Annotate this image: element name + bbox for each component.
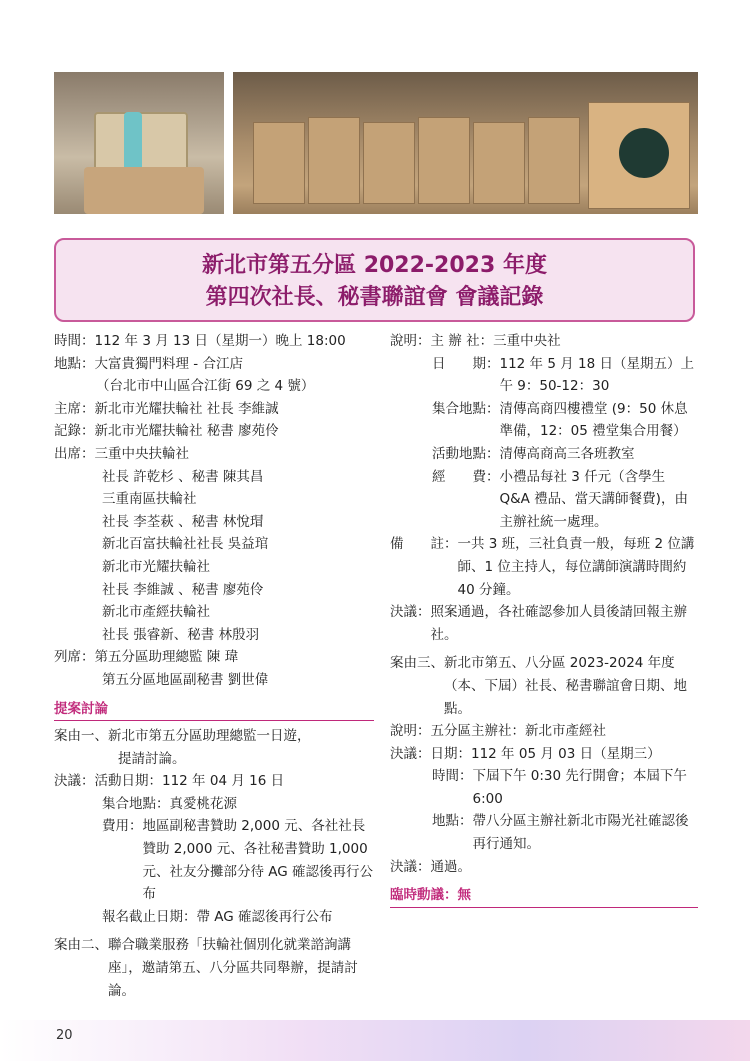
- case1-line2: 提請討論。: [118, 750, 186, 767]
- case2-row: [54, 934, 374, 1002]
- desc2-row: [390, 720, 698, 743]
- case1-value: 新北市第五分區助理總監一日遊，: [108, 728, 311, 745]
- desc-label: 說明：: [390, 333, 431, 349]
- res2-place-value: 帶八分區主辦社新北市陽光社確認後再行通知。: [472, 813, 689, 853]
- fee-label: 費用：: [102, 818, 143, 835]
- resolution1-value: 活動日期：112 年 04 月 16 日: [94, 773, 285, 790]
- place-address: （台北市中山區合江街 69 之 4 號）: [96, 378, 315, 395]
- observer-label: 列席：: [54, 649, 95, 666]
- attend-row: [54, 443, 374, 466]
- attend-label: 出席：: [54, 445, 95, 462]
- case3-row: [390, 652, 698, 720]
- place-value: 大富貴獨門料理 - 合江店: [94, 355, 243, 372]
- bag-logo-mark: [619, 128, 669, 178]
- observer-row: [54, 646, 374, 669]
- right-column: [390, 330, 698, 912]
- res2-place-label: 地點：: [432, 813, 473, 830]
- proposal-section-title: 提案討論: [54, 698, 374, 722]
- date-row: [390, 353, 698, 398]
- res2-label: 決議：: [390, 745, 431, 762]
- res2-row: [390, 743, 698, 766]
- res3-label: 決議：: [390, 858, 431, 875]
- desc2-label: 說明：: [390, 723, 431, 740]
- gather-row: [390, 398, 698, 443]
- case2-value: 聯合職業服務「扶輪社個別化就業諮詢講座」，邀請第五、八分區共同舉辦，提請討論。: [108, 937, 358, 999]
- bag-shape: [308, 117, 360, 204]
- bag-shape: [363, 122, 415, 204]
- paper-bags-photo: [233, 72, 698, 214]
- gift-box-photo: [54, 72, 224, 214]
- res2-place-row: [390, 810, 698, 855]
- budget-value: 小禮品每社 3 仟元（含學生 Q&A 禮品、當天講師餐費)，由主辦社統一處理。: [499, 468, 688, 530]
- attend-line: 社長 李荃萩 、秘書 林悅瑁: [102, 513, 264, 530]
- resolution1-row: [54, 770, 374, 793]
- meeting-title-box: [54, 238, 695, 322]
- desc2-value: 五分區主辦社：新北市產經社: [430, 723, 606, 740]
- bag-shape: [253, 122, 305, 204]
- title-line1: 新北市第五分區 2022-2023 年度: [202, 253, 547, 278]
- bag-shape: [473, 122, 525, 204]
- attend-line: 社長 李維誠 、秘書 廖苑伶: [102, 581, 264, 598]
- record-row: [54, 420, 374, 443]
- left-column: [54, 330, 374, 1002]
- footer-band: [0, 1020, 750, 1061]
- place-row: [54, 353, 374, 376]
- venue-value: 清傳高商高三各班教室: [499, 445, 635, 462]
- page-number: 20: [56, 1028, 73, 1043]
- fee-row: [54, 815, 374, 905]
- place-label: 地點：: [54, 355, 95, 372]
- budget-row: [390, 466, 698, 534]
- host-label: 主 辦 社：: [430, 333, 494, 349]
- res2-value: 日期：112 年 05 月 03 日（星期三）: [430, 745, 661, 762]
- record-label: 記錄：: [54, 423, 95, 440]
- gather-label: 集合地點：: [432, 400, 500, 417]
- case3-label: 案由三、: [390, 655, 444, 672]
- attend-line: 新北市光耀扶輪社: [102, 558, 210, 575]
- observer-line2: 第五分區地區副秘書 劉世偉: [102, 671, 269, 688]
- ribbon-shape: [124, 112, 142, 172]
- chair-row: [54, 398, 374, 421]
- observer-value: 第五分區助理總監 陳 瑋: [94, 649, 239, 666]
- carton-shape: [84, 167, 204, 214]
- date-label: 日 期：: [432, 355, 500, 372]
- res1-label: 決議：: [390, 604, 431, 621]
- attend-line: 社長 許乾杉 、秘書 陳其昌: [102, 468, 264, 485]
- bag-shape: [418, 117, 470, 204]
- chair-value: 新北市光耀扶輪社 社長 李維誠: [94, 400, 279, 417]
- logo-bag-shape: [588, 102, 690, 209]
- case2-label: 案由二、: [54, 937, 108, 954]
- record-value: 新北市光耀扶輪社 秘書 廖苑伶: [94, 423, 279, 440]
- time-row: [54, 330, 374, 353]
- bag-shape: [528, 117, 580, 204]
- venue-row: [390, 443, 698, 466]
- venue-label: 活動地點：: [432, 445, 500, 462]
- res1-row: [390, 601, 698, 646]
- chair-label: 主席：: [54, 400, 95, 417]
- note-label: 備 註：: [390, 536, 458, 553]
- deadline: 報名截止日期：帶 AG 確認後再行公布: [102, 908, 333, 925]
- resolution1-label: 決議：: [54, 773, 95, 790]
- gather-place: 集合地點：真愛桃花源: [102, 795, 237, 812]
- desc-row: [390, 330, 698, 353]
- res3-row: [390, 856, 698, 879]
- time-value: 112 年 3 月 13 日（星期一）晚上 18:00: [94, 333, 346, 349]
- date-value: 112 年 5 月 18 日（星期五）上午 9：50-12：30: [499, 355, 694, 395]
- res2-time-row: [390, 765, 698, 810]
- note-value: 一共 3 班，三社負責一般，每班 2 位講師、1 位主持人，每位講師演講時間約 40 分鐘。: [457, 536, 695, 598]
- attend-line: 社長 張睿新、秘書 林殷羽: [102, 626, 260, 643]
- case3-value: 新北市第五、八分區 2023-2024 年度（本、下屆）社長、秘書聯誼會日期、地點。: [444, 655, 687, 717]
- note-row: [390, 533, 698, 601]
- attend-line: 新北百富扶輪社社長 吳益琯: [102, 536, 269, 553]
- time-label: 時間：: [54, 333, 95, 349]
- res2-time-label: 時間：: [432, 768, 473, 785]
- attend-line: 新北市產經扶輪社: [102, 604, 210, 621]
- fee-value: 地區副秘書贊助 2,000 元、各社社長贊助 2,000 元、各社秘書贊助 1,000 元、社友分攤部分待 AG 確認後再行公布: [142, 818, 374, 903]
- res3-value: 通過。: [430, 858, 471, 875]
- attend-first: 三重中央扶輪社: [94, 445, 189, 462]
- res2-time-value: 下屆下午 0:30 先行開會；本屆下午 6:00: [472, 768, 687, 807]
- res1-value: 照案通過，各社確認參加人員後請回報主辦社。: [430, 604, 687, 643]
- temp-motion-title: 臨時動議：無: [390, 884, 698, 908]
- gather-value: 清傳高商四樓禮堂 (9：50 休息準備，12：05 禮堂集合用餐）: [499, 400, 688, 440]
- attend-line: 三重南區扶輪社: [102, 491, 197, 508]
- budget-label: 經 費：: [432, 468, 500, 485]
- case1-label: 案由一、: [54, 728, 108, 745]
- host-value: 三重中央社: [493, 333, 561, 349]
- title-line2: 第四次社長、秘書聯誼會 會議記錄: [205, 285, 544, 310]
- case1-row: [54, 725, 374, 748]
